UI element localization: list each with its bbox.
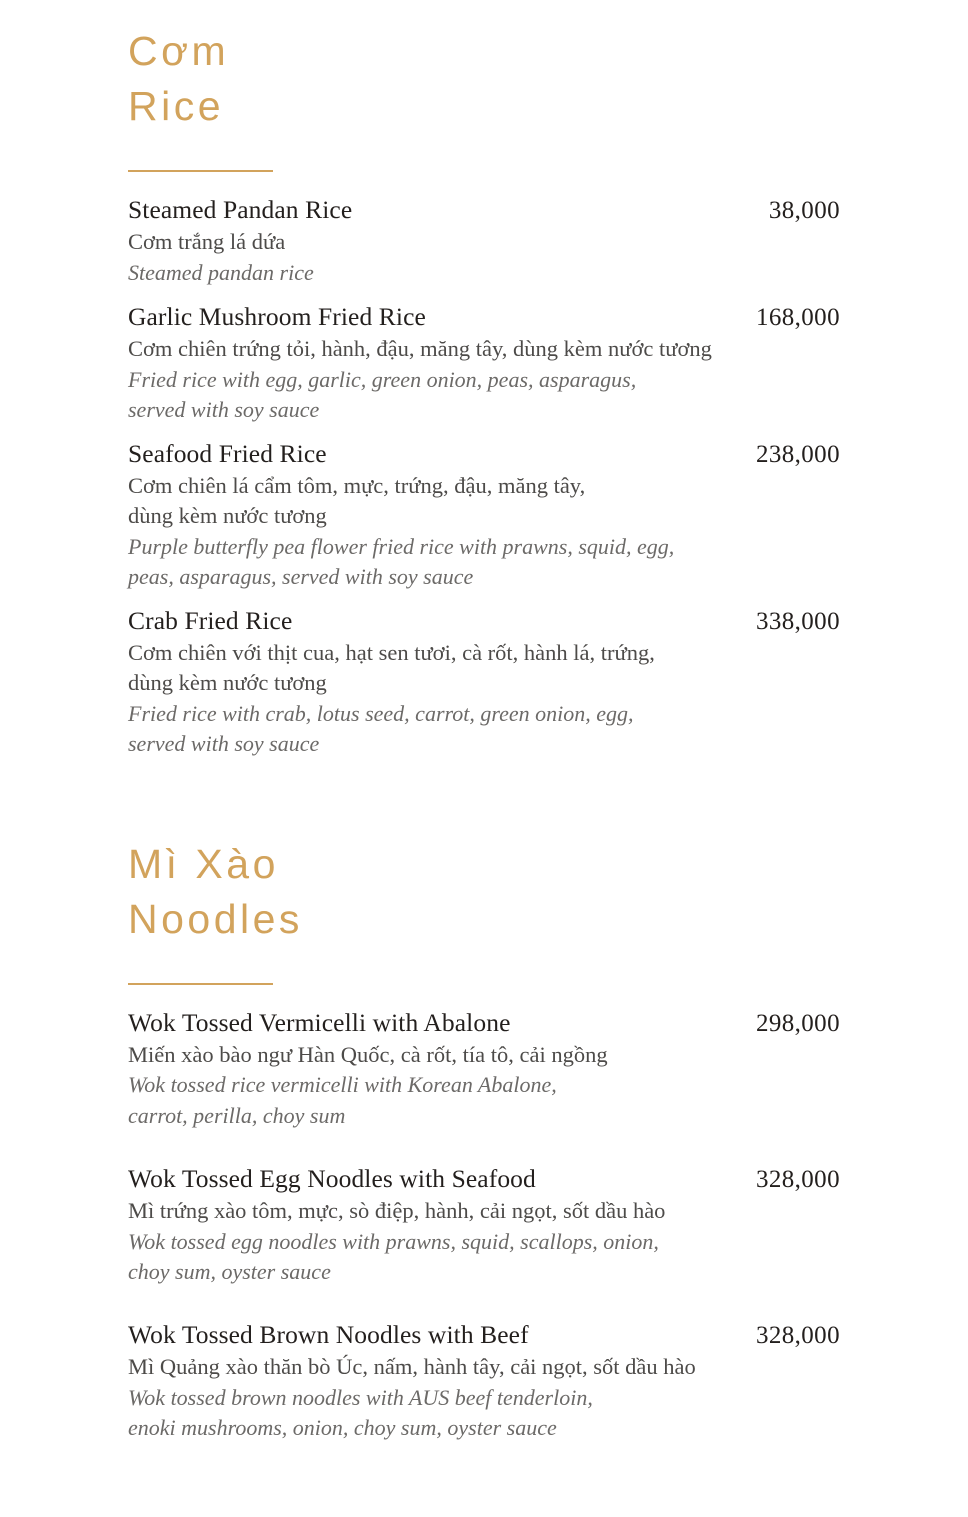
desc-line: Miến xào bào ngư Hàn Quốc, cà rốt, tía tô, cải ngồng [128, 1041, 608, 1067]
menu-item-description-en [128, 699, 840, 759]
desc-line: Fried rice with crab, lotus seed, carrot, green onion, egg, [128, 700, 634, 726]
menu-item-description-vi [128, 334, 840, 364]
desc-line: Cơm chiên với thịt cua, hạt sen tươi, cà rốt, hành lá, trứng, [128, 639, 655, 665]
menu-item-name: Wok Tossed Brown Noodles with Beef [128, 1319, 529, 1349]
menu-item [128, 438, 840, 592]
desc-line: Fried rice with egg, garlic, green onion, peas, asparagus, [128, 366, 637, 392]
section-heading-english: Noodles [128, 895, 303, 942]
section-heading-noodles [128, 837, 840, 947]
desc-line: Wok tossed brown noodles with AUS beef tenderloin, [128, 1384, 593, 1410]
menu-item-price: 168,000 [755, 303, 840, 331]
section-heading-vietnamese: Mì Xào [128, 840, 279, 887]
desc-line: Wok tossed rice vermicelli with Korean Abalone, [128, 1072, 557, 1098]
menu-item-price: 38,000 [768, 196, 840, 224]
desc-line: Mì trứng xào tôm, mực, sò điệp, hành, cải ngọt, sốt dầu hào [128, 1197, 666, 1223]
menu-item-name: Seafood Fried Rice [128, 438, 327, 468]
menu-item-description-vi [128, 1352, 840, 1382]
desc-line: served with soy sauce [128, 730, 320, 756]
menu-item-name: Steamed Pandan Rice [128, 194, 353, 224]
desc-line: Mì Quảng xào thăn bò Úc, nấm, hành tây, cải ngọt, sốt dầu hào [128, 1353, 696, 1379]
menu-item-header [128, 1007, 840, 1039]
menu-item-header [128, 194, 840, 226]
menu-item-price: 338,000 [755, 607, 840, 635]
menu-item-name: Garlic Mushroom Fried Rice [128, 301, 426, 331]
menu-item-description-en [128, 365, 840, 425]
desc-line: peas, asparagus, served with soy sauce [128, 563, 474, 589]
desc-line: Wok tossed egg noodles with prawns, squid, scallops, onion, [128, 1228, 659, 1254]
menu-item-description-vi [128, 1196, 840, 1226]
section-divider [128, 983, 273, 985]
section-divider [128, 170, 273, 172]
menu-item-header [128, 605, 840, 637]
menu-item [128, 1007, 840, 1131]
menu-item [128, 1319, 840, 1443]
section-heading-english: Rice [128, 82, 225, 129]
desc-line: Cơm trắng lá dứa [128, 228, 286, 254]
menu-item-name: Wok Tossed Vermicelli with Abalone [128, 1007, 511, 1037]
menu-item-price: 328,000 [755, 1321, 840, 1349]
menu-item-description-en [128, 1227, 840, 1287]
menu-item-header [128, 1319, 840, 1351]
section-heading-rice [128, 24, 840, 134]
menu-item-description-en [128, 1070, 840, 1130]
menu-item-price: 298,000 [755, 1009, 840, 1037]
menu-item-price: 238,000 [755, 440, 840, 468]
menu-item-name: Crab Fried Rice [128, 605, 293, 635]
menu-item [128, 301, 840, 425]
menu-item-name: Wok Tossed Egg Noodles with Seafood [128, 1163, 536, 1193]
menu-item-description-vi [128, 227, 840, 257]
desc-line: Steamed pandan rice [128, 259, 314, 285]
desc-line: choy sum, oyster sauce [128, 1258, 331, 1284]
desc-line: Purple butterfly pea flower fried rice with prawns, squid, egg, [128, 533, 675, 559]
menu-item [128, 605, 840, 759]
menu-item-description-en [128, 258, 840, 288]
desc-line: Cơm chiên lá cẩm tôm, mực, trứng, đậu, măng tây, [128, 472, 586, 498]
menu-item-description-en [128, 1383, 840, 1443]
desc-line: served with soy sauce [128, 396, 320, 422]
desc-line: carrot, perilla, choy sum [128, 1102, 346, 1128]
menu-item-header [128, 1163, 840, 1195]
menu-item [128, 1163, 840, 1287]
desc-line: enoki mushrooms, onion, choy sum, oyster sauce [128, 1414, 557, 1440]
menu-section-rice [128, 24, 840, 759]
desc-line: Cơm chiên trứng tỏi, hành, đậu, măng tây, dùng kèm nước tương [128, 335, 712, 361]
menu-item-description-en [128, 532, 840, 592]
menu-item-description-vi [128, 638, 840, 698]
menu-item-header [128, 438, 840, 470]
menu-item-description-vi [128, 1040, 840, 1070]
menu-item-description-vi [128, 471, 840, 531]
menu-item [128, 194, 840, 288]
menu-item-price: 328,000 [755, 1165, 840, 1193]
section-heading-vietnamese: Cơm [128, 28, 230, 74]
menu-section-noodles [128, 837, 840, 1443]
menu-item-header [128, 301, 840, 333]
desc-line: dùng kèm nước tương [128, 502, 327, 528]
desc-line: dùng kèm nước tương [128, 669, 327, 695]
